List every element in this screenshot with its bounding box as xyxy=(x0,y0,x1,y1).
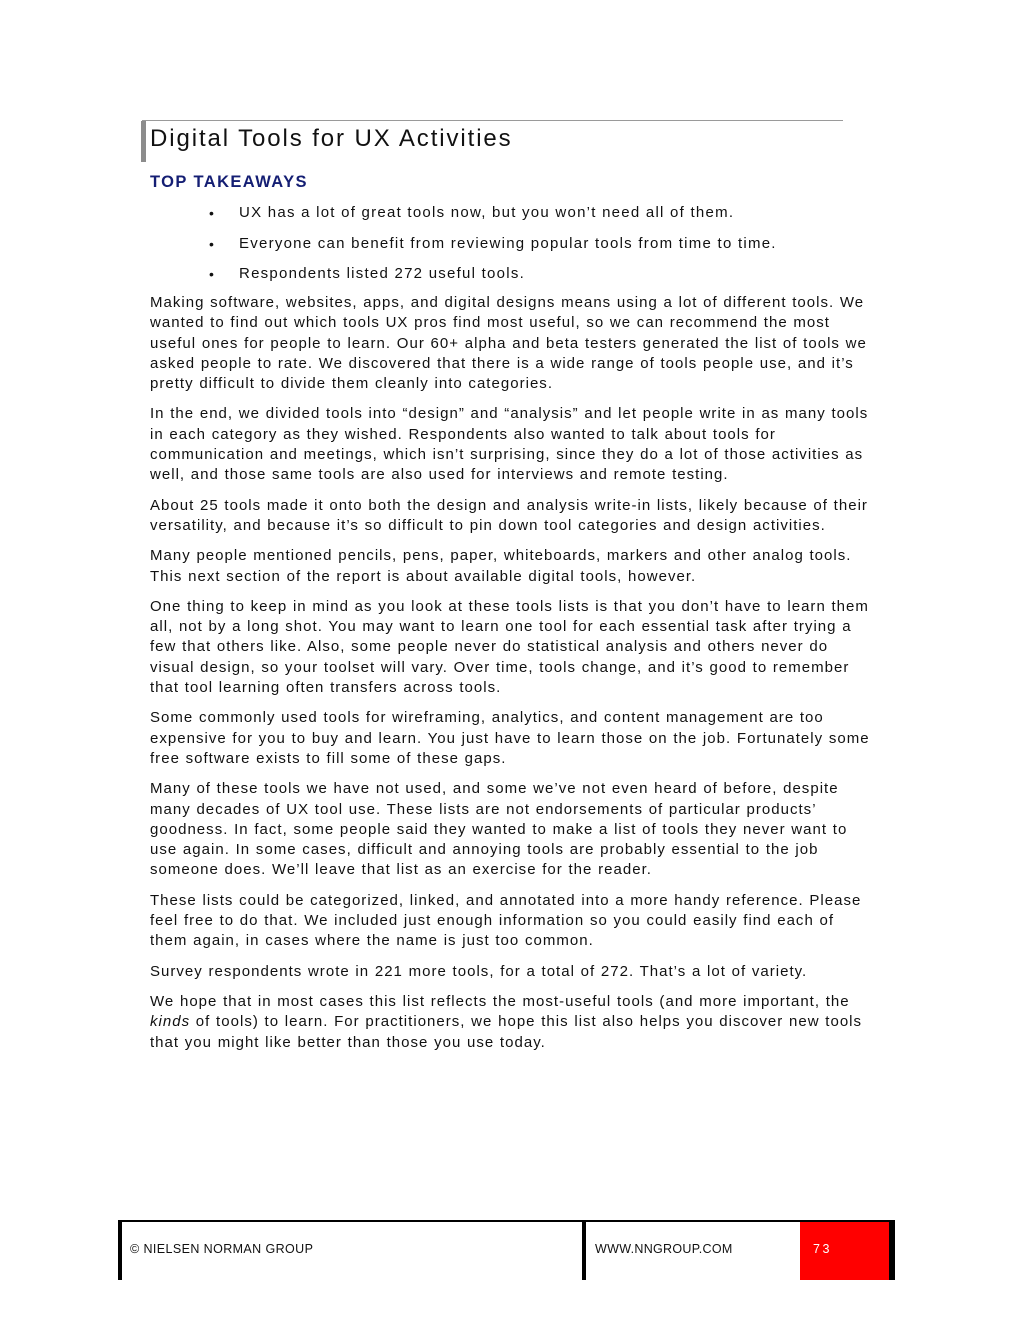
takeaway-text: Respondents listed 272 useful tools. xyxy=(239,265,525,282)
takeaway-item xyxy=(150,233,870,264)
emphasis-text: kinds xyxy=(150,1013,191,1031)
body-paragraph: Many of these tools we have not used, and some we’ve not even heard of before, despite many decades of UX tool use. These lists are not endorsements of particular products’ goodness. In fact, some people said they wanted to make a list of tools they never want to use again. In some cases, difficult and annoying tools are probably essential to the job someone does. We’ll leave that list as an exercise for the reader. xyxy=(150,780,848,879)
body-paragraph: Some commonly used tools for wireframing, analytics, and content management are too expensive for you to buy and learn. You just have to learn those on the job. Fortunately some free software exists to fill some of these gaps. xyxy=(150,709,870,767)
bullet-icon: • xyxy=(209,205,216,221)
body-paragraph: One thing to keep in mind as you look at these tools lists is that you don’t have to learn them all, not by a long shot. You may want to learn one tool for each essential task after trying a few that others like. Also, some people never do statistical analysis and others never do visual design, so your toolset will vary. Over time, tools change, and it’s good to remember that tool learning often transfers across tools. xyxy=(150,597,869,697)
body-text xyxy=(150,293,872,1063)
takeaway-item xyxy=(150,202,870,233)
footer-top-rule xyxy=(118,1220,895,1222)
bullet-icon: • xyxy=(209,235,216,252)
takeaways-list xyxy=(150,202,870,294)
footer-middle-divider xyxy=(582,1220,586,1280)
bullet-icon: • xyxy=(209,266,216,282)
closing-text-end: of tools) to learn. For practitioners, we hope this list also helps you discover new tools that you might like better than those you use today. xyxy=(150,1013,863,1051)
footer-right-divider xyxy=(889,1220,895,1280)
body-paragraph: These lists could be categorized, linked, and annotated into a more handy reference. Please feel free to do that. We included just enough information so you could easily find each of them again, in cases where the name is just too common. xyxy=(150,891,862,950)
takeaway-text: Everyone can benefit from reviewing popular tools from time to time. xyxy=(239,234,777,252)
closing-text-start: We hope that in most cases this list reflects the most-useful tools (and more important, the xyxy=(150,992,850,1010)
page-number: 73 xyxy=(813,1242,832,1256)
body-paragraph: Many people mentioned pencils, pens, paper, whiteboards, markers and other analog tools. This next section of the report is about available digital tools, however. xyxy=(150,547,852,585)
page-footer xyxy=(118,1220,895,1280)
body-paragraph: In the end, we divided tools into “design” and “analysis” and let people write in as many tools in each category as they wished. Respondents also wanted to talk about tools for communication and meetings, which isn’t surprising, since they do a lot of those activities as well, and those same tools are also used for interviews and remote testing. xyxy=(150,405,869,484)
page-title: Digital Tools for UX Activities xyxy=(150,125,513,152)
body-paragraph: Survey respondents wrote in 221 more tools, for a total of 272. That’s a lot of variety. xyxy=(150,962,808,980)
takeaway-item xyxy=(150,263,870,294)
body-paragraph: About 25 tools made it onto both the design and analysis write-in lists, likely because of their versatility, and because it’s so difficult to pin down tool categories and design activities. xyxy=(150,496,868,534)
section-subheading: TOP TAKEAWAYS xyxy=(150,173,308,191)
takeaway-text: UX has a lot of great tools now, but you won’t need all of them. xyxy=(239,204,735,221)
closing-paragraph xyxy=(150,992,872,1053)
footer-copyright: © NIELSEN NORMAN GROUP xyxy=(130,1242,314,1256)
footer-left-divider xyxy=(118,1220,122,1280)
heading-top-rule xyxy=(142,120,843,121)
heading-left-bar xyxy=(141,121,146,162)
body-paragraph: Making software, websites, apps, and digital designs means using a lot of different tools. We wanted to find out which tools UX pros find most useful, so we can recommend the most useful ones for people to learn. Our 60+ alpha and beta testers generated the list of tools we asked people to rate. We discovered that there is a wide range of tools people use, and it’s pretty difficult to divide them cleanly into categories. xyxy=(150,294,867,393)
footer-website-link[interactable]: WWW.NNGROUP.COM xyxy=(595,1242,733,1256)
